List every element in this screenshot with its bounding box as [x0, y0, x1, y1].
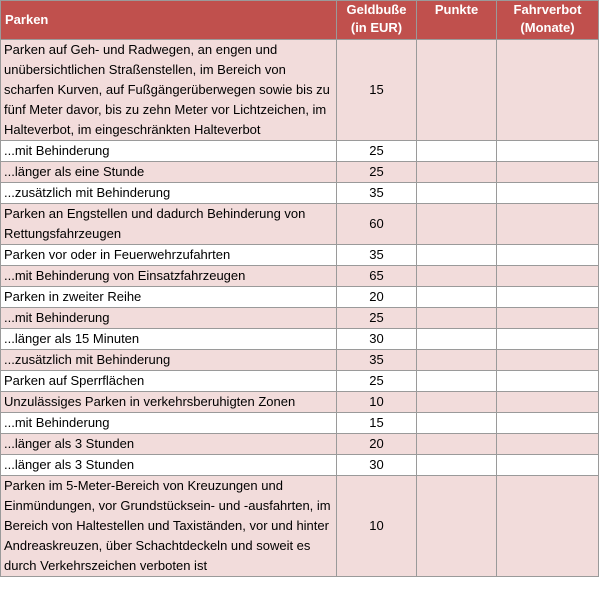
- row-description: Parken auf Sperrflächen: [1, 371, 337, 392]
- row-fine: 15: [337, 413, 417, 434]
- row-description: ...mit Behinderung: [1, 308, 337, 329]
- table-row: [1, 141, 599, 162]
- row-fine: 30: [337, 329, 417, 350]
- table-row: [1, 245, 599, 266]
- table-row: [1, 183, 599, 204]
- row-fine: 35: [337, 245, 417, 266]
- table-row: [1, 371, 599, 392]
- row-fine: 30: [337, 455, 417, 476]
- row-points: [417, 162, 497, 183]
- row-description: Unzulässiges Parken in verkehrsberuhigten Zonen: [1, 392, 337, 413]
- row-points: [417, 40, 497, 141]
- table-row: [1, 266, 599, 287]
- table-row: [1, 40, 599, 141]
- row-fine: 10: [337, 392, 417, 413]
- row-ban: [497, 308, 599, 329]
- row-ban: [497, 455, 599, 476]
- row-fine: 25: [337, 162, 417, 183]
- table-row: [1, 204, 599, 245]
- row-ban: [497, 162, 599, 183]
- row-points: [417, 476, 497, 577]
- row-description: ...mit Behinderung von Einsatzfahrzeugen: [1, 266, 337, 287]
- row-ban: [497, 392, 599, 413]
- table-row: [1, 162, 599, 183]
- row-description: ...mit Behinderung: [1, 413, 337, 434]
- row-fine: 20: [337, 434, 417, 455]
- table-row: [1, 287, 599, 308]
- row-ban: [497, 350, 599, 371]
- row-ban: [497, 329, 599, 350]
- row-description: Parken in zweiter Reihe: [1, 287, 337, 308]
- row-description: ...länger als 3 Stunden: [1, 434, 337, 455]
- row-ban: [497, 287, 599, 308]
- row-points: [417, 141, 497, 162]
- header-punkte: Punkte: [417, 1, 497, 40]
- row-ban: [497, 266, 599, 287]
- row-fine: 20: [337, 287, 417, 308]
- row-points: [417, 350, 497, 371]
- row-description: ...zusätzlich mit Behinderung: [1, 350, 337, 371]
- row-fine: 25: [337, 371, 417, 392]
- table-row: [1, 476, 599, 577]
- header-parken: Parken: [1, 1, 337, 40]
- row-points: [417, 183, 497, 204]
- row-fine: 25: [337, 141, 417, 162]
- row-fine: 10: [337, 476, 417, 577]
- table-row: [1, 434, 599, 455]
- row-description: Parken im 5-Meter-Bereich von Kreuzungen und Einmündungen, vor Grundstücksein- und -ausfahrten, im Bereich von Haltestellen und Taxiständen, vor und hinter Andreaskreuzen, über Schachtdeckeln und soweit es durch Verkehrszeichen verboten ist: [1, 476, 337, 577]
- header-fahrverbot: Fahrverbot (Monate): [497, 1, 599, 40]
- row-description: ...länger als eine Stunde: [1, 162, 337, 183]
- row-fine: 25: [337, 308, 417, 329]
- table-row: [1, 350, 599, 371]
- row-ban: [497, 434, 599, 455]
- row-points: [417, 266, 497, 287]
- row-ban: [497, 183, 599, 204]
- row-description: ...länger als 15 Minuten: [1, 329, 337, 350]
- row-description: Parken auf Geh- und Radwegen, an engen und unübersichtlichen Straßenstellen, im Bereich von scharfen Kurven, auf Fußgängerüberwegen sowie bis zu fünf Meter davor, bis zu zehn Meter vor Lichtzeichen, im Halteverbot, im eingeschränkten Halteverbot: [1, 40, 337, 141]
- row-points: [417, 308, 497, 329]
- row-fine: 60: [337, 204, 417, 245]
- table-row: [1, 413, 599, 434]
- row-ban: [497, 245, 599, 266]
- row-fine: 65: [337, 266, 417, 287]
- row-fine: 15: [337, 40, 417, 141]
- row-description: Parken an Engstellen und dadurch Behinderung von Rettungsfahrzeugen: [1, 204, 337, 245]
- row-ban: [497, 476, 599, 577]
- row-ban: [497, 141, 599, 162]
- row-fine: 35: [337, 350, 417, 371]
- row-points: [417, 371, 497, 392]
- row-description: Parken vor oder in Feuerwehrzufahrten: [1, 245, 337, 266]
- row-points: [417, 392, 497, 413]
- row-points: [417, 413, 497, 434]
- row-points: [417, 245, 497, 266]
- row-points: [417, 329, 497, 350]
- table-row: [1, 455, 599, 476]
- row-points: [417, 204, 497, 245]
- header-geldbusse: Geldbuße (in EUR): [337, 1, 417, 40]
- table-row: [1, 308, 599, 329]
- row-points: [417, 455, 497, 476]
- table-row: [1, 329, 599, 350]
- row-fine: 35: [337, 183, 417, 204]
- header-row: [1, 1, 599, 40]
- row-ban: [497, 40, 599, 141]
- row-description: ...zusätzlich mit Behinderung: [1, 183, 337, 204]
- table-row: [1, 392, 599, 413]
- row-description: ...länger als 3 Stunden: [1, 455, 337, 476]
- row-description: ...mit Behinderung: [1, 141, 337, 162]
- row-points: [417, 287, 497, 308]
- row-ban: [497, 413, 599, 434]
- row-ban: [497, 204, 599, 245]
- row-points: [417, 434, 497, 455]
- row-ban: [497, 371, 599, 392]
